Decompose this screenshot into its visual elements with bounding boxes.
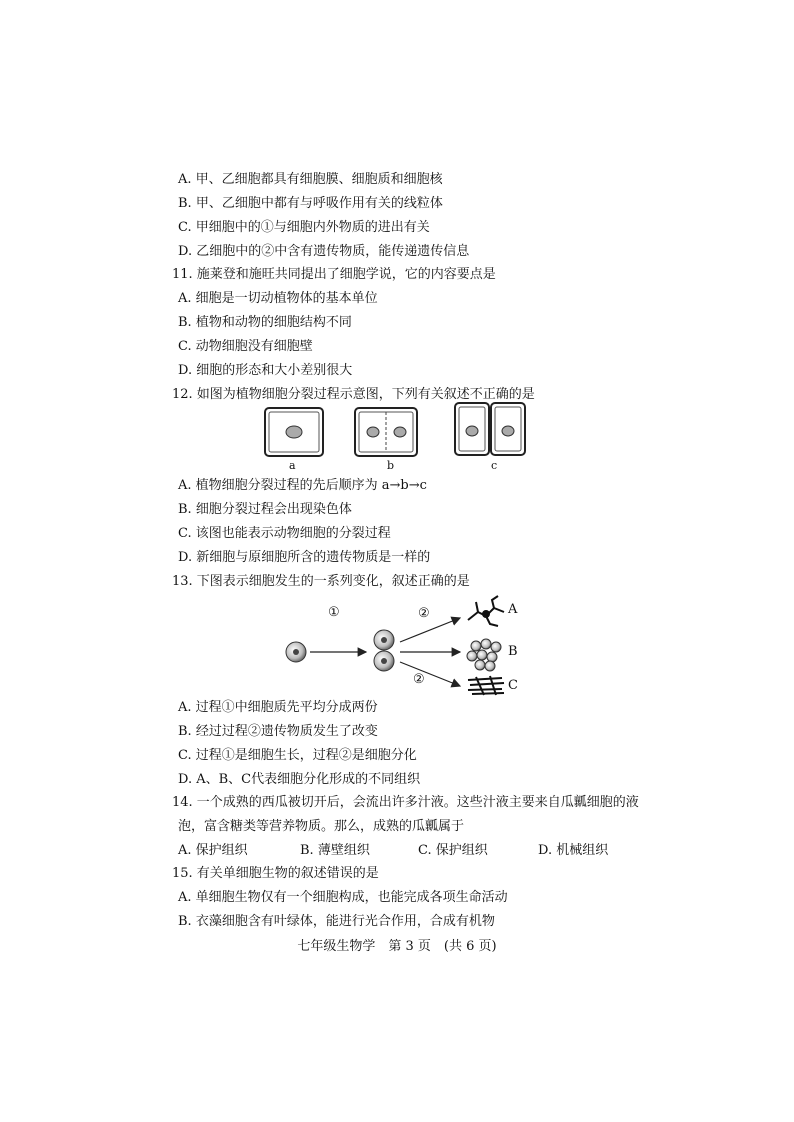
- q14-stem-line1: 14. 一个成熟的西瓜被切开后，会流出许多汁液。这些汁液主要来自瓜瓤细胞的液: [172, 795, 639, 810]
- q10-option-b: B. 甲、乙细胞中都有与呼吸作用有关的线粒体: [178, 196, 443, 211]
- fig12-label-c: c: [491, 459, 498, 472]
- q10-option-c: C. 甲细胞中的①与细胞内外物质的进出有关: [178, 220, 430, 235]
- q11-stem: 11. 施莱登和施旺共同提出了细胞学说，它的内容要点是: [172, 267, 496, 282]
- q15-stem: 15. 有关单细胞生物的叙述错误的是: [172, 866, 379, 881]
- cell-differentiation-figure: [280, 590, 530, 700]
- fig13-label-a: A: [508, 602, 518, 617]
- q11-option-d: D. 细胞的形态和大小差别很大: [178, 363, 353, 378]
- q12-stem: 12. 如图为植物细胞分裂过程示意图，下列有关叙述不正确的是: [172, 387, 535, 402]
- q12-option-a: A. 植物细胞分裂过程的先后顺序为 a→b→c: [178, 478, 427, 493]
- fig12-label-a: a: [289, 459, 296, 472]
- fig13-label-step2-top: ②: [418, 606, 430, 621]
- q14-option-d: D. 机械组织: [538, 843, 609, 858]
- fig13-label-step2-bottom: ②: [413, 672, 425, 687]
- q10-option-a: A. 甲、乙细胞都具有细胞膜、细胞质和细胞核: [178, 172, 443, 187]
- cell-b: [355, 408, 417, 456]
- q11-option-a: A. 细胞是一切动植物体的基本单位: [178, 291, 378, 306]
- q14-option-c: C. 保护组织: [418, 843, 488, 858]
- cell-division-figure: [260, 400, 550, 472]
- fig13-label-c: C: [508, 678, 518, 693]
- q14-option-a: A. 保护组织: [178, 843, 248, 858]
- q12-option-c: C. 该图也能表示动物细胞的分裂过程: [178, 526, 391, 541]
- fig13-label-b: B: [508, 644, 518, 659]
- q15-option-a: A. 单细胞生物仅有一个细胞构成，也能完成各项生命活动: [178, 890, 508, 905]
- q11-option-c: C. 动物细胞没有细胞壁: [178, 339, 313, 354]
- q11-option-b: B. 植物和动物的细胞结构不同: [178, 315, 352, 330]
- page-footer: 七年级生物学 第 3 页 (共 6 页): [297, 939, 497, 954]
- q13-option-d: D. A、B、C代表细胞分化形成的不同组织: [178, 772, 421, 787]
- tissue-c: [468, 676, 504, 695]
- fig12-label-b: b: [387, 459, 395, 472]
- q14-stem-line2: 泡，富含糖类等营养物质。那么，成熟的瓜瓤属于: [178, 819, 465, 834]
- q13-stem: 13. 下图表示细胞发生的一系列变化，叙述正确的是: [172, 574, 470, 589]
- q13-option-a: A. 过程①中细胞质先平均分成两份: [178, 700, 378, 715]
- tissue-b: [467, 639, 501, 671]
- q13-option-c: C. 过程①是细胞生长，过程②是细胞分化: [178, 748, 417, 763]
- q12-option-d: D. 新细胞与原细胞所含的遗传物质是一样的: [178, 550, 431, 565]
- q10-option-d: D. 乙细胞中的②中含有遗传物质，能传递遗传信息: [178, 244, 470, 259]
- q14-option-b: B. 薄壁组织: [300, 843, 370, 858]
- cell-a: [265, 408, 323, 456]
- fig13-label-step1: ①: [328, 605, 340, 620]
- tissue-a: [468, 596, 504, 626]
- cell-c: [455, 403, 525, 455]
- q15-option-b: B. 衣藻细胞含有叶绿体，能进行光合作用，合成有机物: [178, 914, 495, 929]
- q13-option-b: B. 经过过程②遗传物质发生了改变: [178, 724, 378, 739]
- q12-option-b: B. 细胞分裂过程会出现染色体: [178, 502, 352, 517]
